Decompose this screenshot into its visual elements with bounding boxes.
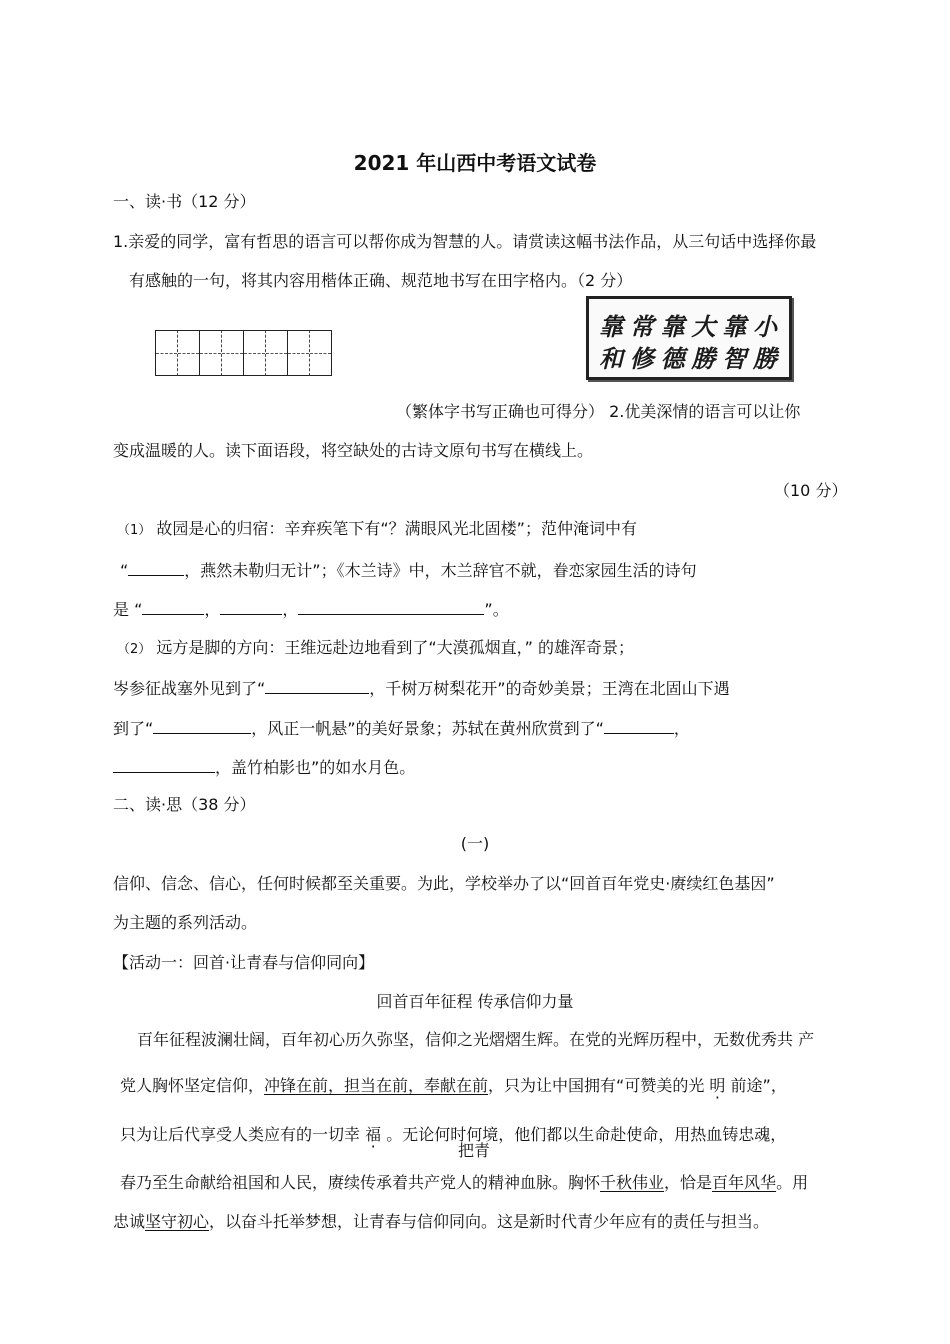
answer-blank[interactable]	[153, 717, 251, 734]
q1-line2: 有感触的一句，将其内容用楷体正确、规范地书写在田字格内。（2 分）	[129, 271, 633, 290]
p2-line2-text: ，千树万树梨花开”的奇妙美景；王湾在北固山下遇	[369, 679, 730, 698]
p2-line3-comma: ，	[673, 719, 690, 738]
p1-line2-text: ，燕然未勒归无计”；《木兰诗》中，木兰辞官不就，眷恋家园生活的诗句	[184, 561, 697, 580]
dotted-char: 福	[365, 1125, 382, 1144]
tian-grid[interactable]	[155, 330, 332, 376]
p1-number: （1）	[117, 523, 152, 538]
p1-line3-comma: ，	[204, 600, 221, 619]
q2-score: （10 分）	[774, 481, 848, 500]
article-line4-start: 春乃至生命献给祖国和人民，赓续传承着共产党人的精神血脉。胸怀	[120, 1173, 601, 1192]
p1-line3-comma: ，	[282, 600, 299, 619]
grid-half-cell[interactable]	[156, 330, 178, 376]
calligraphy-char: 靠	[722, 312, 749, 341]
answer-blank[interactable]	[298, 598, 484, 615]
grid-half-cell[interactable]	[310, 330, 332, 376]
article-line1: 百年征程波澜壮阔，百年初心历久弥坚，信仰之光熠熠生辉。在党的光辉历程中，无数优秀共 产	[137, 1030, 815, 1049]
intro-line2: 为主题的系列活动。	[113, 913, 258, 932]
article-line3-start: 只为让后代享受人类应有的一切幸	[120, 1125, 361, 1144]
exam-title: 2021 年山西中考语文试卷	[353, 151, 597, 175]
article-line2-mid: ，只为让中国拥有“可赞美的光	[488, 1076, 705, 1095]
p1-line3-start: 是 “	[113, 600, 143, 619]
section2-heading: 二、读·思（38 分）	[113, 795, 256, 814]
q1-line1: 1.亲爱的同学，富有哲思的语言可以帮你成为智慧的人。请赏读这幅书法作品，从三句话中选择你最	[113, 232, 817, 251]
calligraphy-char: 靠	[599, 312, 625, 341]
note-and-q2: （繁体字书写正确也可得分） 2.优美深情的语言可以让你	[396, 402, 801, 421]
grid-half-cell[interactable]	[200, 330, 222, 376]
answer-blank[interactable]	[604, 717, 674, 734]
calligraphy-char: 智	[722, 344, 749, 373]
p2-number: （2）	[117, 642, 152, 657]
answer-blank[interactable]	[220, 598, 282, 615]
calligraphy-char: 德	[660, 344, 687, 373]
article-line2-start: 党人胸怀坚定信仰，	[120, 1076, 265, 1095]
p1-line2-open-quote: “	[120, 561, 129, 580]
subsection-number: (一)	[460, 834, 490, 853]
answer-blank[interactable]	[265, 677, 369, 694]
p2-line3-text: ，风正一帆悬”的美好景象；苏轼在黄州欣赏到了“	[251, 719, 604, 738]
article-line5-start: 忠诚	[113, 1212, 146, 1231]
calligraphy-char: 常	[629, 312, 656, 341]
overlapping-text: 把青	[458, 1141, 491, 1160]
answer-blank[interactable]	[113, 756, 215, 773]
intro-line1: 信仰、信念、信心，任何时候都至关重要。为此，学校举办了以“回首百年党史·赓续红色基因”	[113, 874, 775, 893]
q2-line2: 变成温暖的人。读下面语段，将空缺处的古诗文原句书写在横线上。	[113, 441, 594, 460]
article-title: 回首百年征程 传承信仰力量	[376, 992, 574, 1011]
grid-half-cell[interactable]	[266, 330, 288, 376]
grid-half-cell[interactable]	[178, 330, 200, 376]
calligraphy-char: 勝	[691, 344, 718, 373]
calligraphy-char: 勝	[752, 344, 779, 373]
calligraphy-char: 小	[752, 312, 779, 341]
dotted-char: 明	[709, 1076, 726, 1095]
grid-half-cell[interactable]	[222, 330, 244, 376]
calligraphy-image	[586, 296, 792, 380]
article-line4-end: 。用	[776, 1173, 809, 1192]
p2-line1: 远方是脚的方向：王维远赴边地看到了“大漠孤烟直，” 的雄浑奇景；	[156, 638, 635, 657]
answer-blank[interactable]	[128, 559, 184, 576]
underlined-phrase: 坚守初心	[145, 1212, 210, 1231]
article-line5-end: ，以奋斗托举梦想，让青春与信仰同向。这是新时代青少年应有的责任与担当。	[209, 1212, 770, 1231]
calligraphy-char: 修	[629, 344, 656, 373]
grid-half-cell[interactable]	[288, 330, 310, 376]
answer-blank[interactable]	[142, 598, 204, 615]
calligraphy-char: 靠	[660, 312, 687, 341]
grid-half-cell[interactable]	[244, 330, 266, 376]
calligraphy-char: 和	[599, 344, 625, 373]
underlined-phrase: 百年风华	[712, 1173, 777, 1192]
p2-line3-start: 到了“	[113, 719, 154, 738]
underlined-phrase: 千秋伟业	[600, 1173, 665, 1192]
p2-line4-text: ，盖竹柏影也”的如水月色。	[215, 758, 416, 777]
activity-heading: 【活动一：回首·让青春与信仰同向】	[113, 953, 375, 972]
p1-line1: 故园是心的归宿：辛弃疾笔下有“？满眼风光北固楼”；范仲淹词中有	[156, 519, 637, 538]
p1-line3-end: ”。	[484, 600, 509, 619]
underlined-phrase: 冲锋在前，担当在前，奉献在前	[264, 1076, 489, 1095]
p2-line2-start: 岑参征战塞外见到了“	[113, 679, 266, 698]
article-line4-mid: ，恰是	[664, 1173, 713, 1192]
article-line2-end: 前途”，	[730, 1076, 787, 1095]
calligraphy-char: 大	[691, 312, 718, 341]
article-line3-end: 。无论何时何境，他们都以生命赴使命，用热血铸忠魂，	[386, 1125, 787, 1144]
section1-heading: 一、读·书（12 分）	[113, 192, 256, 211]
